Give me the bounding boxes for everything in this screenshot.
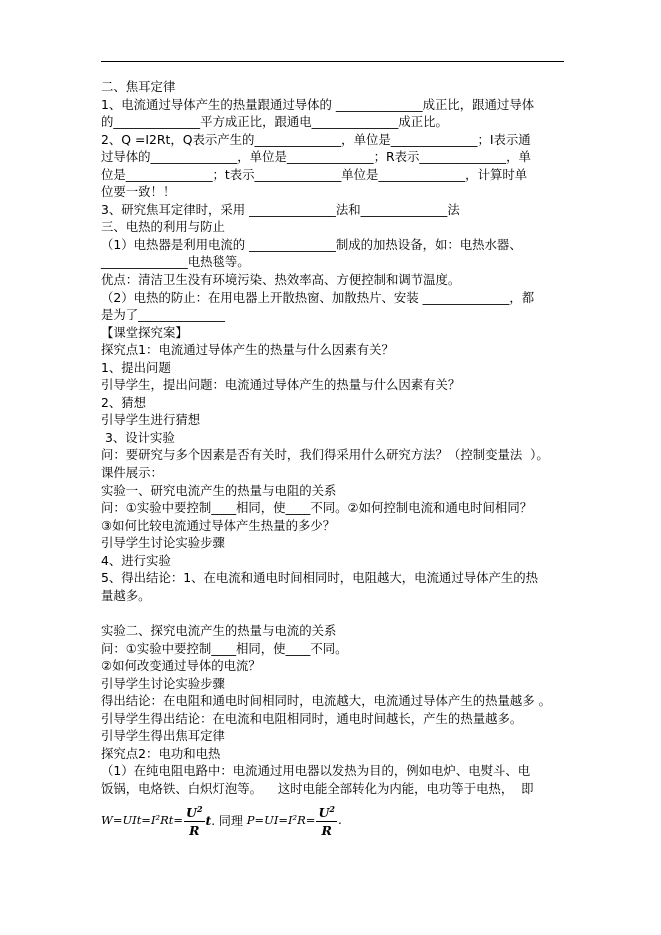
frac-exponent-2: 2 — [329, 804, 335, 814]
text-line: 引导学生讨论实验步骤 — [101, 535, 225, 551]
text-line: 实验二、探究电流产生的热量与电流的关系 — [101, 622, 337, 638]
fraction-u2-over-r — [184, 802, 204, 838]
text-line: 问：①实验中要控制____相同，使____不同。 — [101, 640, 348, 656]
text-line: 引导学生进行猜想 — [101, 412, 201, 428]
text-line: 问：①实验中要控制____相同，使____不同。②如何控制电流和通电时间相同？ — [101, 500, 533, 516]
formula-mid: . 同理 — [211, 813, 247, 828]
frac-denominator: R — [189, 823, 200, 838]
text-line: 优点：清洁卫生没有环境污染、热效率高、方便控制和调节温度。 — [101, 272, 461, 288]
text-line: （1）电热器是利用电流的 ______________制成的加热设备，如：电热水器、 — [101, 236, 522, 252]
document-body — [101, 78, 571, 797]
formula-end: . — [337, 813, 342, 827]
text-line: 2、Q =I2Rt，Q表示产生的______________，单位是______________；I表示通 — [101, 131, 531, 147]
frac-numerator: U — [186, 805, 197, 820]
text-line: 得出结论：在电阻和通电时间相同时，电流越大，电流通过导体产生的热量越多 。 — [101, 693, 552, 709]
header-rule — [101, 61, 564, 62]
text-line: 引导学生得出结论：在电流和电阻相同时，通电时间越长，产生的热量越多。 — [101, 710, 523, 726]
text-line: 1、提出问题 — [101, 359, 171, 375]
formula-power: P=UI=I²R= — [246, 813, 316, 827]
text-line: （1）在纯电阻电路中：电流通过用电器以发热为目的，例如电炉、电熨斗、电 — [101, 763, 531, 779]
text-line: 2、猜想 — [101, 394, 147, 410]
text-line: ②如何改变通过导体的电流？ — [101, 658, 261, 674]
text-line: 量越多。 — [101, 587, 151, 603]
text-line: 探究点2：电功和电热 — [101, 745, 221, 761]
frac-exponent: 2 — [196, 804, 203, 814]
text-line: 1、电流通过导体产生的热量跟通过导体的 ______________成正比，跟通过导体 — [101, 96, 535, 112]
joule-formula — [101, 798, 342, 842]
formula-t: t — [205, 812, 212, 828]
text-line: 的______________平方成正比，跟通电______________成正比。 — [101, 114, 448, 130]
text-line: 是为了______________ — [101, 307, 225, 323]
frac-denominator-2: R — [321, 823, 332, 838]
text-line: 引导学生讨论实验步骤 — [101, 675, 225, 691]
section-heading: 【课堂探究案】 — [101, 324, 188, 340]
text-line: 引导学生得出焦耳定律 — [101, 728, 225, 744]
text-line: 课件展示： — [101, 465, 163, 481]
text-line: （2）电热的防止：在用电器上开散热窗、加散热片、安装 ______________，都 — [101, 289, 535, 305]
text-line: ③如何比较电流通过导体产生热量的多少？ — [101, 517, 336, 533]
text-line: 探究点1：电流通过导体产生的热量与什么因素有关？ — [101, 342, 394, 358]
text-line: 引导学生，提出问题：电流通过导体产生的热量与什么因素有关？ — [101, 377, 461, 393]
text-line: 位要一致！！ — [101, 184, 176, 200]
blank-line — [101, 604, 571, 622]
text-line: 4、进行实验 — [101, 552, 171, 568]
section-heading: 三、电热的利用与防止 — [101, 219, 225, 235]
text-line: 饭锅，电烙铁、白炽灯泡等。 这时电能全部转化为内能，电功等于电热， 即 — [101, 780, 534, 796]
text-line: 实验一、研究电流产生的热量与电阻的关系 — [101, 482, 337, 498]
text-line: 5、得出结论：1、在电流和通电时间相同时，电阻越大，电流通过导体产生的热 — [101, 570, 539, 586]
text-line: 位是______________；t表示______________单位是______________，计算时单 — [101, 166, 528, 182]
section-heading: 二、焦耳定律 — [101, 79, 176, 94]
formula-lhs: W=UIt=I²Rt= — [101, 813, 184, 827]
text-line: 问：要研究与多个因素是否有关时，我们得采用什么研究方法？（控制变量法 ）。 — [101, 447, 549, 463]
text-line: 过导体的______________，单位是______________；R表示______________，单 — [101, 149, 531, 165]
text-line: 3、研究焦耳定律时，采用 ______________法和______________法 — [101, 201, 460, 217]
text-line: ______________电热毯等。 — [101, 254, 250, 270]
fraction-u2-over-r-2 — [316, 802, 336, 838]
text-line: 3、设计实验 — [101, 429, 175, 445]
frac-numerator-2: U — [318, 805, 330, 820]
